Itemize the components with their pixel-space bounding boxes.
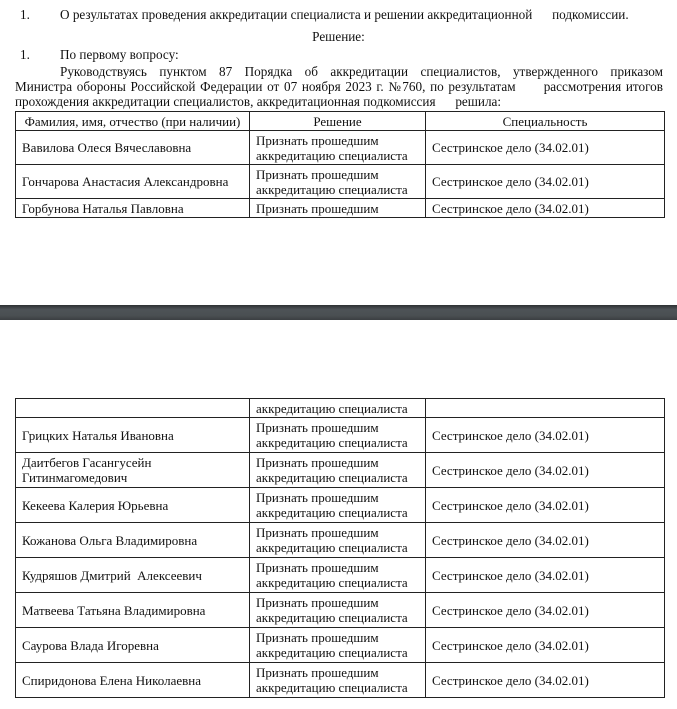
cell-decision	[250, 523, 426, 558]
header-specialty: Специальность	[426, 112, 665, 131]
accreditation-table-page-1	[15, 111, 665, 218]
cell-name	[16, 399, 250, 418]
cell-specialty: Сестринское дело (34.02.01)	[426, 593, 665, 628]
decision-line-2: аккредитацию специалиста	[256, 505, 408, 520]
decision-line-1: Признать прошедшим	[256, 525, 379, 540]
cell-decision	[250, 418, 426, 453]
name-line-2: Гитинмагомедович	[22, 470, 128, 485]
cell-decision: Признать прошедшим	[250, 199, 426, 218]
specialty-text: Сестринское дело (34.02.01)	[432, 427, 589, 443]
table-row	[16, 199, 665, 218]
document-page-2	[0, 320, 677, 709]
cell-name: Вавилова Олеся Вячеславовна	[16, 131, 250, 165]
cell-name: Матвеева Татьяна Владимировна	[16, 593, 250, 628]
decision-line-1: Признать прошедшим	[256, 166, 379, 182]
cell-specialty: Сестринское дело (34.02.01)	[426, 628, 665, 663]
table-row	[16, 418, 665, 453]
accreditation-table-page-2	[15, 398, 665, 698]
paragraph-line-1: Руководствуясь пунктом 87 Порядка об аккредитации специалистов, утвержденного приказом	[60, 64, 663, 79]
decision-line-2: аккредитацию специалиста	[256, 645, 408, 660]
cell-decision	[250, 453, 426, 488]
decision-line-1: Признать прошедшим	[256, 455, 379, 470]
decision-line-2: аккредитацию специалиста	[256, 540, 408, 555]
cell-specialty: Сестринское дело (34.02.01)	[426, 165, 665, 199]
decision-line-2: аккредитацию специалиста	[256, 610, 408, 625]
table-row-continuation	[16, 399, 665, 418]
cell-name: Кудряшов Дмитрий Алексеевич	[16, 558, 250, 593]
decision-line-2: аккредитацию специалиста	[256, 181, 408, 197]
table-row	[16, 558, 665, 593]
decision-heading: Решение:	[312, 29, 365, 44]
cell-specialty: Сестринское дело (34.02.01)	[426, 199, 665, 218]
question-1-number: 1.	[20, 47, 30, 62]
document-page-1	[0, 0, 677, 305]
decision-line-1: Признать прошедшим	[256, 560, 379, 575]
cell-name: Кекеева Калерия Юрьевна	[16, 488, 250, 523]
table-header-row	[16, 112, 665, 131]
cell-name: Спиридонова Елена Николаевна	[16, 663, 250, 698]
cell-specialty: Сестринское дело (34.02.01)	[426, 131, 665, 165]
table-row	[16, 663, 665, 698]
cell-decision	[250, 131, 426, 165]
table-row	[16, 593, 665, 628]
header-decision: Решение	[250, 112, 426, 131]
table-row	[16, 165, 665, 199]
item-1-text: О результатах проведения аккредитации специалиста и решении аккредитационной подкомиссии.	[60, 7, 629, 22]
name-line-1: Даитбегов Гасангусейн	[22, 455, 152, 470]
cell-specialty: Сестринское дело (34.02.01)	[426, 523, 665, 558]
table-row	[16, 628, 665, 663]
decision-line-2: аккредитацию специалиста	[256, 680, 408, 695]
table-row	[16, 453, 665, 488]
paragraph-line-2: Министра обороны Российской Федерации от 07 ноября 2023 г. №760, по результатам рассмотрения итогов	[15, 79, 663, 94]
decision-line-1: Признать прошедшим	[256, 595, 379, 610]
table-row	[16, 488, 665, 523]
paragraph-line-3: прохождения аккредитации специалистов, аккредитационная подкомиссия решила:	[15, 94, 502, 109]
cell-specialty[interactable]	[426, 418, 665, 453]
cell-decision	[250, 165, 426, 199]
cell-decision	[250, 593, 426, 628]
cell-name: Горбунова Наталья Павловна	[16, 199, 250, 218]
cell-name: Кожанова Ольга Владимировна	[16, 523, 250, 558]
decision-line-1: Признать прошедшим	[256, 420, 379, 435]
cell-name: Грицких Наталья Ивановна	[16, 418, 250, 453]
cell-name	[16, 453, 250, 488]
question-1-text: По первому вопросу:	[60, 47, 179, 62]
decision-line-1: Признать прошедшим	[256, 490, 379, 505]
cell-name: Гончарова Анастасия Александровна	[16, 165, 250, 199]
cell-name: Саурова Влада Игоревна	[16, 628, 250, 663]
cell-decision	[250, 628, 426, 663]
cell-specialty: Сестринское дело (34.02.01)	[426, 663, 665, 698]
decision-line-2: аккредитацию специалиста	[256, 147, 408, 163]
decision-line-1: Признать прошедшим	[256, 132, 379, 148]
page-separator	[0, 305, 677, 320]
cell-specialty: Сестринское дело (34.02.01)	[426, 558, 665, 593]
cell-specialty: Сестринское дело (34.02.01)	[426, 453, 665, 488]
decision-line-2: аккредитацию специалиста	[256, 575, 408, 590]
cell-specialty: Сестринское дело (34.02.01)	[426, 488, 665, 523]
decision-line-2: аккредитацию специалиста	[256, 470, 408, 485]
cell-decision: аккредитацию специалиста	[250, 399, 426, 418]
cell-decision	[250, 663, 426, 698]
decision-line-1: Признать прошедшим	[256, 630, 379, 645]
table-row	[16, 523, 665, 558]
header-name: Фамилия, имя, отчество (при наличии)	[16, 112, 250, 131]
cell-decision	[250, 558, 426, 593]
cell-specialty	[426, 399, 665, 418]
table-row	[16, 131, 665, 165]
decision-line-1: Признать прошедшим	[256, 665, 379, 680]
item-1-number: 1.	[20, 7, 30, 22]
decision-line-2: аккредитацию специалиста	[256, 435, 408, 450]
cell-decision	[250, 488, 426, 523]
